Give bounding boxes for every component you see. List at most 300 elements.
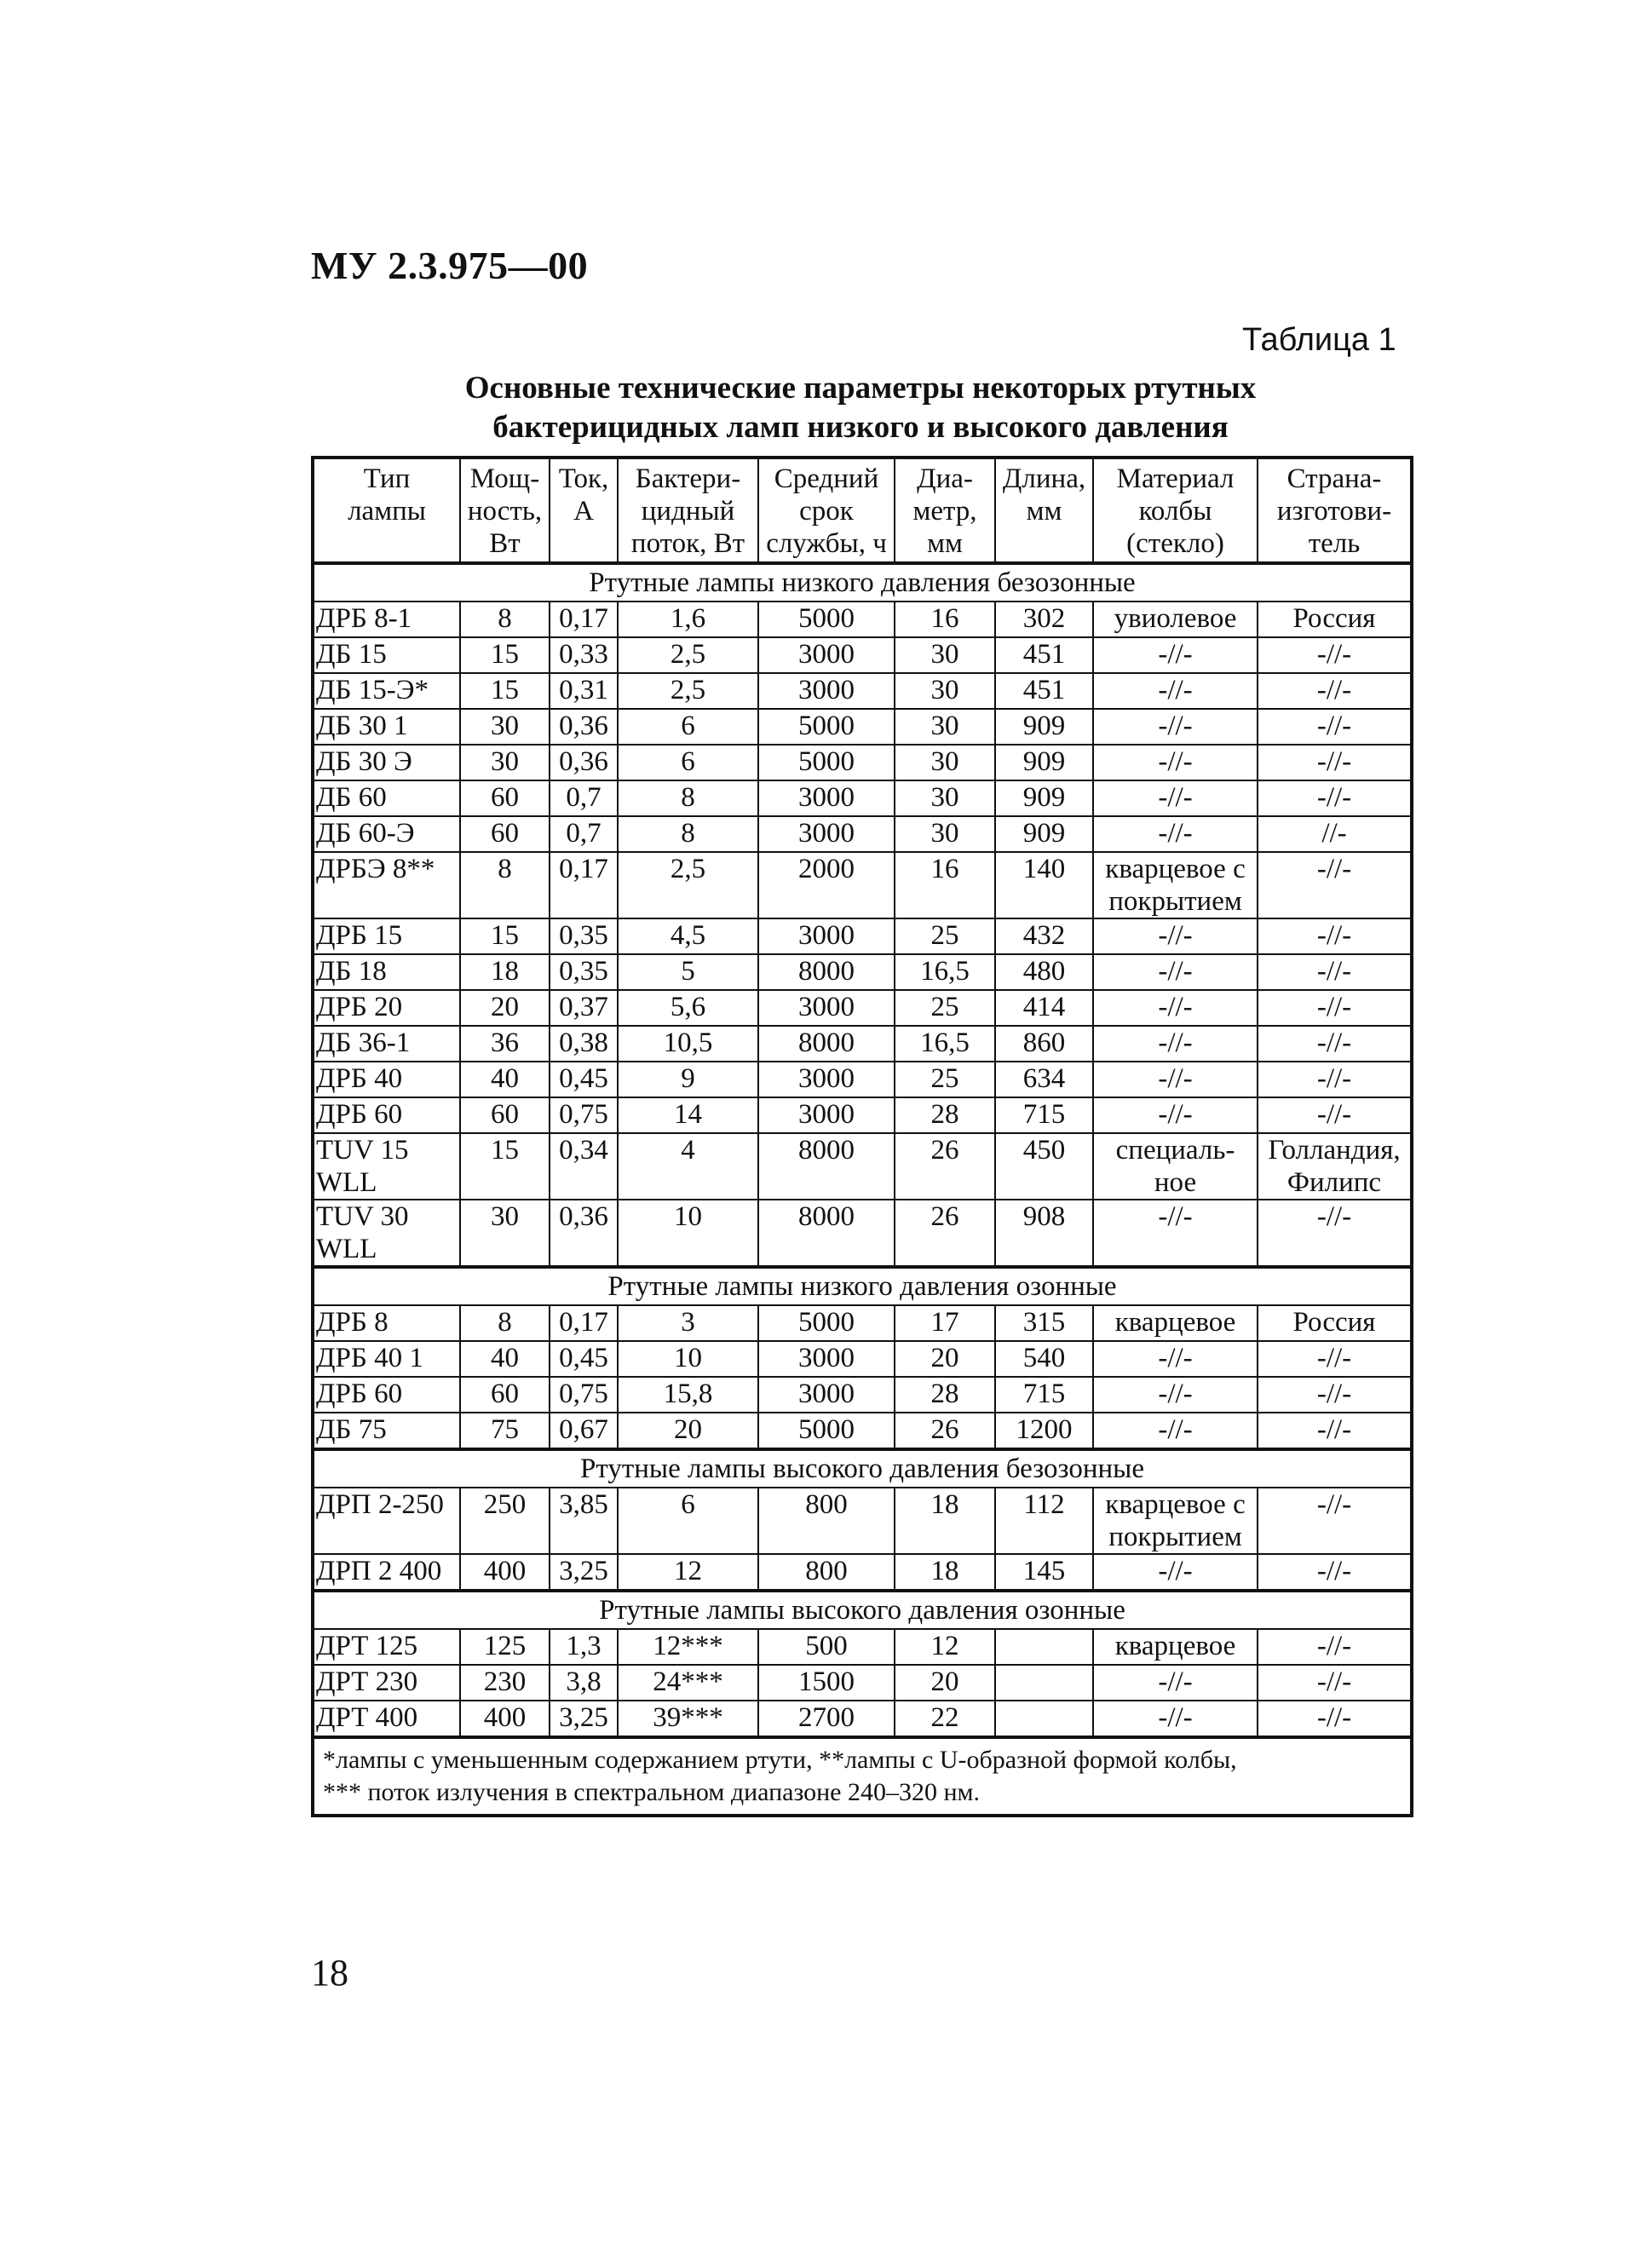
table-cell: 28 — [895, 1377, 995, 1413]
lamp-type-cell: ДРБ 40 1 — [313, 1341, 460, 1377]
table-cell: -//- — [1093, 1026, 1258, 1062]
table-cell: -//- — [1258, 1026, 1412, 1062]
table-cell: 4,5 — [618, 918, 758, 954]
table-cell: 2,5 — [618, 852, 758, 918]
table-cell: 451 — [995, 637, 1093, 673]
table-cell: 5000 — [758, 745, 895, 780]
table-cell: 8000 — [758, 1200, 895, 1267]
lamp-type-cell: ДБ 75 — [313, 1413, 460, 1449]
table-cell: 0,7 — [550, 780, 618, 816]
table-cell: -//- — [1093, 816, 1258, 852]
table-cell: 400 — [460, 1701, 550, 1737]
table-row — [313, 1200, 1412, 1267]
footnote-line: *** поток излучения в спектральном диапазоне 240–320 нм. — [323, 1778, 981, 1806]
table-row — [313, 637, 1412, 673]
section-row — [313, 563, 1412, 602]
table-cell: 3,25 — [550, 1701, 618, 1737]
column-header-line: службы, ч — [766, 528, 887, 559]
table-cell: 30 — [895, 709, 995, 745]
table-cell: 5000 — [758, 1413, 895, 1449]
table-row — [313, 602, 1412, 637]
table-cell — [995, 1701, 1093, 1737]
table-cell: 18 — [460, 954, 550, 990]
lamp-type-cell: ДБ 60-Э — [313, 816, 460, 852]
table-cell: -//- — [1093, 1554, 1258, 1591]
table-cell: 16,5 — [895, 954, 995, 990]
table-cell: 3000 — [758, 918, 895, 954]
table-cell: 0,31 — [550, 673, 618, 709]
table-cell: 3000 — [758, 1097, 895, 1133]
section-title: Ртутные лампы высокого давления безозонные — [313, 1449, 1412, 1488]
table-cell: 15 — [460, 1133, 550, 1200]
table-cell: 451 — [995, 673, 1093, 709]
column-header-line: лампы — [348, 496, 426, 527]
table-cell: -//- — [1093, 1341, 1258, 1377]
table-cell: 75 — [460, 1413, 550, 1449]
column-header-line: Длина, — [1002, 463, 1086, 494]
table-cell: 145 — [995, 1554, 1093, 1591]
lamp-type-cell: ДРБ 60 — [313, 1377, 460, 1413]
table-cell: 12 — [895, 1629, 995, 1665]
table-row — [313, 1413, 1412, 1449]
table-cell: 60 — [460, 780, 550, 816]
table-cell: 8000 — [758, 1026, 895, 1062]
table-cell: -//- — [1258, 637, 1412, 673]
column-header — [313, 458, 460, 563]
table-cell: 40 — [460, 1062, 550, 1097]
page-number: 18 — [311, 1952, 348, 1994]
table-cell: 3000 — [758, 637, 895, 673]
table-cell: 5000 — [758, 1305, 895, 1341]
table-cell: 3,25 — [550, 1554, 618, 1591]
table-cell: 0,36 — [550, 745, 618, 780]
table-cell: Голландия, Филипс — [1258, 1133, 1412, 1200]
table-cell: 2,5 — [618, 637, 758, 673]
lamp-type-cell: ДРБЭ 8** — [313, 852, 460, 918]
lamp-type-cell: ДРБ 60 — [313, 1097, 460, 1133]
lamp-type-cell: ДРБ 8 — [313, 1305, 460, 1341]
table-cell: 0,38 — [550, 1026, 618, 1062]
table-cell: -//- — [1093, 954, 1258, 990]
table-cell: 909 — [995, 816, 1093, 852]
lamp-type-cell: ДБ 30 1 — [313, 709, 460, 745]
table-cell: кварцевое — [1093, 1305, 1258, 1341]
table-row — [313, 1665, 1412, 1701]
table-cell: 30 — [460, 709, 550, 745]
table-cell: 36 — [460, 1026, 550, 1062]
lamp-type-cell: ДРП 2-250 — [313, 1488, 460, 1554]
section-row — [313, 1591, 1412, 1629]
table-cell: 302 — [995, 602, 1093, 637]
table-cell: 17 — [895, 1305, 995, 1341]
table-cell: -//- — [1258, 1097, 1412, 1133]
table-cell: -//- — [1093, 1377, 1258, 1413]
lamp-parameters-table — [311, 456, 1413, 1817]
table-cell: 125 — [460, 1629, 550, 1665]
column-header-line: цидный — [641, 496, 735, 527]
table-cell: 40 — [460, 1341, 550, 1377]
column-header — [1258, 458, 1412, 563]
table-cell: 909 — [995, 745, 1093, 780]
column-header-line: Диа- — [917, 463, 973, 494]
table-cell: -//- — [1093, 673, 1258, 709]
table-row — [313, 1097, 1412, 1133]
column-header — [758, 458, 895, 563]
lamp-type-cell: ДБ 60 — [313, 780, 460, 816]
table-cell — [995, 1629, 1093, 1665]
table-cell: -//- — [1093, 1665, 1258, 1701]
table-cell: 0,17 — [550, 1305, 618, 1341]
table-cell: 28 — [895, 1097, 995, 1133]
table-cell: 400 — [460, 1554, 550, 1591]
column-header-line: мм — [1026, 496, 1062, 527]
table-cell: 9 — [618, 1062, 758, 1097]
table-cell: -//- — [1258, 990, 1412, 1026]
table-cell: 0,67 — [550, 1413, 618, 1449]
table-cell: -//- — [1258, 1341, 1412, 1377]
table-cell: -//- — [1093, 637, 1258, 673]
lamp-type-cell: ДРБ 15 — [313, 918, 460, 954]
table-cell: кварцевое — [1093, 1629, 1258, 1665]
column-header-line: изготови- — [1276, 496, 1392, 527]
table-cell: 715 — [995, 1097, 1093, 1133]
table-cell: Россия — [1258, 602, 1412, 637]
table-cell: 908 — [995, 1200, 1093, 1267]
table-cell: 22 — [895, 1701, 995, 1737]
column-header-line: Ток, — [558, 463, 609, 494]
column-header-line: Средний — [774, 463, 879, 494]
table-cell: -//- — [1093, 745, 1258, 780]
lamp-type-cell: ДРТ 230 — [313, 1665, 460, 1701]
lamp-parameters-table-container — [311, 456, 1410, 1817]
footnote — [313, 1737, 1412, 1816]
table-row — [313, 780, 1412, 816]
table-cell: 12 — [618, 1554, 758, 1591]
lamp-type-cell: ДБ 18 — [313, 954, 460, 990]
table-cell: 16 — [895, 602, 995, 637]
table-cell: 0,75 — [550, 1377, 618, 1413]
table-cell: 0,75 — [550, 1097, 618, 1133]
table-row — [313, 709, 1412, 745]
lamp-type-cell: ДРБ 40 — [313, 1062, 460, 1097]
table-cell — [995, 1665, 1093, 1701]
section-title: Ртутные лампы низкого давления озонные — [313, 1267, 1412, 1305]
table-row — [313, 1062, 1412, 1097]
table-cell: -//- — [1093, 990, 1258, 1026]
table-cell: 715 — [995, 1377, 1093, 1413]
column-header-line: поток, Вт — [630, 528, 745, 559]
table-cell: 8 — [460, 852, 550, 918]
column-header-line: Материал — [1116, 463, 1235, 494]
table-cell: 414 — [995, 990, 1093, 1026]
table-cell: 230 — [460, 1665, 550, 1701]
column-header-line: Бактери- — [635, 463, 741, 494]
table-cell: 5,6 — [618, 990, 758, 1026]
table-cell: 20 — [618, 1413, 758, 1449]
table-cell: -//- — [1093, 1413, 1258, 1449]
column-header — [550, 458, 618, 563]
table-cell: 0,36 — [550, 1200, 618, 1267]
table-cell: 60 — [460, 1097, 550, 1133]
table-cell: 10 — [618, 1341, 758, 1377]
table-cell: -//- — [1258, 1377, 1412, 1413]
table-cell: 909 — [995, 709, 1093, 745]
table-cell: 30 — [895, 816, 995, 852]
table-title-line: Основные технические параметры некоторых ртутных — [464, 371, 1257, 406]
table-title-line: бактерицидных ламп низкого и высокого давления — [492, 410, 1229, 445]
column-header-line: Страна- — [1286, 463, 1382, 494]
table-cell: 20 — [895, 1665, 995, 1701]
table-cell: 0,34 — [550, 1133, 618, 1200]
table-cell: 3000 — [758, 1062, 895, 1097]
table-cell: 1500 — [758, 1665, 895, 1701]
table-cell: 909 — [995, 780, 1093, 816]
section-title: Ртутные лампы высокого давления озонные — [313, 1591, 1412, 1629]
lamp-type-cell: TUV 15 WLL — [313, 1133, 460, 1200]
table-cell: 10 — [618, 1200, 758, 1267]
table-cell: 24*** — [618, 1665, 758, 1701]
table-cell: -//- — [1093, 1200, 1258, 1267]
table-cell: кварцевое с покрытием — [1093, 1488, 1258, 1554]
column-header-line: метр, — [912, 496, 977, 527]
lamp-type-cell: ДРТ 400 — [313, 1701, 460, 1737]
table-cell: 8 — [618, 780, 758, 816]
table-row — [313, 1488, 1412, 1554]
table-cell: 30 — [460, 745, 550, 780]
table-cell: -//- — [1093, 1062, 1258, 1097]
table-cell: увиолевое — [1093, 602, 1258, 637]
table-cell: 0,33 — [550, 637, 618, 673]
table-cell: 0,35 — [550, 918, 618, 954]
table-cell: -//- — [1093, 1097, 1258, 1133]
table-cell: -//- — [1258, 852, 1412, 918]
table-cell: 2000 — [758, 852, 895, 918]
table-row — [313, 745, 1412, 780]
column-header-line: Тип — [363, 463, 411, 494]
table-cell: -//- — [1093, 780, 1258, 816]
table-header-row — [313, 458, 1412, 563]
table-cell: 634 — [995, 1062, 1093, 1097]
column-header-line: срок — [799, 496, 854, 527]
table-row — [313, 816, 1412, 852]
section-row — [313, 1267, 1412, 1305]
table-cell: 16,5 — [895, 1026, 995, 1062]
table-cell: 1,3 — [550, 1629, 618, 1665]
table-cell: специаль-ное — [1093, 1133, 1258, 1200]
column-header — [618, 458, 758, 563]
column-header-line: Мощ- — [469, 463, 540, 494]
table-cell: 315 — [995, 1305, 1093, 1341]
table-cell: 0,45 — [550, 1341, 618, 1377]
table-cell: 8000 — [758, 954, 895, 990]
table-cell: 5000 — [758, 709, 895, 745]
document-code: МУ 2.3.975—00 — [311, 244, 589, 287]
table-cell: 800 — [758, 1488, 895, 1554]
column-header-line: тель — [1308, 528, 1361, 559]
lamp-type-cell: ДБ 15-Э* — [313, 673, 460, 709]
table-cell: 5000 — [758, 602, 895, 637]
table-cell: 112 — [995, 1488, 1093, 1554]
table-cell: -//- — [1258, 1554, 1412, 1591]
lamp-type-cell: ДРТ 125 — [313, 1629, 460, 1665]
table-cell: 0,17 — [550, 852, 618, 918]
table-cell: 30 — [460, 1200, 550, 1267]
column-header-line: ность, — [467, 496, 543, 527]
lamp-type-cell: ДРБ 8-1 — [313, 602, 460, 637]
table-cell: Россия — [1258, 1305, 1412, 1341]
column-header — [1093, 458, 1258, 563]
table-cell: 3000 — [758, 673, 895, 709]
table-cell: 26 — [895, 1413, 995, 1449]
table-title — [311, 369, 1410, 447]
table-cell: -//- — [1258, 1413, 1412, 1449]
table-cell: 30 — [895, 637, 995, 673]
table-cell: 0,37 — [550, 990, 618, 1026]
table-row — [313, 918, 1412, 954]
column-header-line: Вт — [489, 528, 521, 559]
table-cell: -//- — [1258, 918, 1412, 954]
column-header-line: (стекло) — [1126, 528, 1224, 559]
table-cell: 6 — [618, 1488, 758, 1554]
table-cell: 3000 — [758, 816, 895, 852]
table-cell: 25 — [895, 918, 995, 954]
section-title: Ртутные лампы низкого давления безозонные — [313, 563, 1412, 602]
table-row — [313, 1701, 1412, 1737]
section-row — [313, 1449, 1412, 1488]
table-cell: 3,85 — [550, 1488, 618, 1554]
table-cell: 0,45 — [550, 1062, 618, 1097]
footnote-line: *лампы с уменьшенным содержанием ртути, **лампы с U-образной формой колбы, — [323, 1746, 1237, 1774]
table-cell: 800 — [758, 1554, 895, 1591]
table-cell: 3000 — [758, 780, 895, 816]
table-cell: -//- — [1093, 1701, 1258, 1737]
table-cell: 250 — [460, 1488, 550, 1554]
table-cell: 12*** — [618, 1629, 758, 1665]
column-header — [460, 458, 550, 563]
table-cell: 450 — [995, 1133, 1093, 1200]
table-row — [313, 1629, 1412, 1665]
table-cell: 16 — [895, 852, 995, 918]
table-cell: 0,35 — [550, 954, 618, 990]
table-row — [313, 852, 1412, 918]
table-cell: 5 — [618, 954, 758, 990]
column-header — [895, 458, 995, 563]
table-cell: 15,8 — [618, 1377, 758, 1413]
table-cell: 26 — [895, 1133, 995, 1200]
table-cell: 1200 — [995, 1413, 1093, 1449]
table-cell: -//- — [1258, 954, 1412, 990]
table-cell: 6 — [618, 745, 758, 780]
table-cell: -//- — [1258, 780, 1412, 816]
table-cell: 20 — [460, 990, 550, 1026]
table-cell: -//- — [1258, 1488, 1412, 1554]
table-cell: 18 — [895, 1488, 995, 1554]
table-row — [313, 673, 1412, 709]
table-cell: 8000 — [758, 1133, 895, 1200]
column-header — [995, 458, 1093, 563]
lamp-type-cell: TUV 30 WLL — [313, 1200, 460, 1267]
table-cell: 30 — [895, 745, 995, 780]
table-cell: 30 — [895, 780, 995, 816]
table-cell: 26 — [895, 1200, 995, 1267]
table-row — [313, 1026, 1412, 1062]
table-cell: 25 — [895, 990, 995, 1026]
table-cell: 480 — [995, 954, 1093, 990]
table-row — [313, 1133, 1412, 1200]
table-cell: -//- — [1093, 709, 1258, 745]
table-cell: -//- — [1258, 673, 1412, 709]
table-cell: 540 — [995, 1341, 1093, 1377]
table-cell: 60 — [460, 1377, 550, 1413]
table-row — [313, 990, 1412, 1026]
table-cell: 500 — [758, 1629, 895, 1665]
table-cell: 8 — [460, 1305, 550, 1341]
column-header-line: колбы — [1138, 496, 1212, 527]
table-cell: 30 — [895, 673, 995, 709]
table-cell: 15 — [460, 673, 550, 709]
table-row — [313, 1377, 1412, 1413]
column-header-line: мм — [927, 528, 963, 559]
table-cell: 0,17 — [550, 602, 618, 637]
lamp-type-cell: ДРБ 20 — [313, 990, 460, 1026]
table-cell: 25 — [895, 1062, 995, 1097]
table-cell: -//- — [1258, 745, 1412, 780]
table-row — [313, 1305, 1412, 1341]
table-cell: 2,5 — [618, 673, 758, 709]
table-cell: 432 — [995, 918, 1093, 954]
table-cell: кварцевое с покрытием — [1093, 852, 1258, 918]
table-cell: -//- — [1258, 1701, 1412, 1737]
table-cell: 3,8 — [550, 1665, 618, 1701]
table-cell: 8 — [618, 816, 758, 852]
table-cell: 14 — [618, 1097, 758, 1133]
table-cell: 3 — [618, 1305, 758, 1341]
table-cell: //- — [1258, 816, 1412, 852]
column-header-line: А — [573, 496, 594, 527]
table-cell: -//- — [1258, 1665, 1412, 1701]
lamp-type-cell: ДБ 36-1 — [313, 1026, 460, 1062]
table-cell: 60 — [460, 816, 550, 852]
table-cell: -//- — [1258, 1200, 1412, 1267]
table-cell: 0,7 — [550, 816, 618, 852]
table-cell: -//- — [1258, 1629, 1412, 1665]
lamp-type-cell: ДБ 15 — [313, 637, 460, 673]
table-cell: 6 — [618, 709, 758, 745]
table-cell: 39*** — [618, 1701, 758, 1737]
table-cell: 15 — [460, 637, 550, 673]
table-cell: 18 — [895, 1554, 995, 1591]
table-cell: 20 — [895, 1341, 995, 1377]
table-cell: 2700 — [758, 1701, 895, 1737]
table-cell: 15 — [460, 918, 550, 954]
table-row — [313, 1341, 1412, 1377]
table-cell: 10,5 — [618, 1026, 758, 1062]
table-label: Таблица 1 — [1242, 322, 1396, 358]
lamp-type-cell: ДБ 30 Э — [313, 745, 460, 780]
table-row — [313, 1554, 1412, 1591]
table-cell: 140 — [995, 852, 1093, 918]
table-cell: 3000 — [758, 1377, 895, 1413]
footnote-row — [313, 1737, 1412, 1816]
table-cell: -//- — [1258, 709, 1412, 745]
lamp-type-cell: ДРП 2 400 — [313, 1554, 460, 1591]
table-cell: 1,6 — [618, 602, 758, 637]
table-cell: 3000 — [758, 1341, 895, 1377]
table-cell: 0,36 — [550, 709, 618, 745]
table-cell: 3000 — [758, 990, 895, 1026]
table-cell: 8 — [460, 602, 550, 637]
table-cell: -//- — [1093, 918, 1258, 954]
